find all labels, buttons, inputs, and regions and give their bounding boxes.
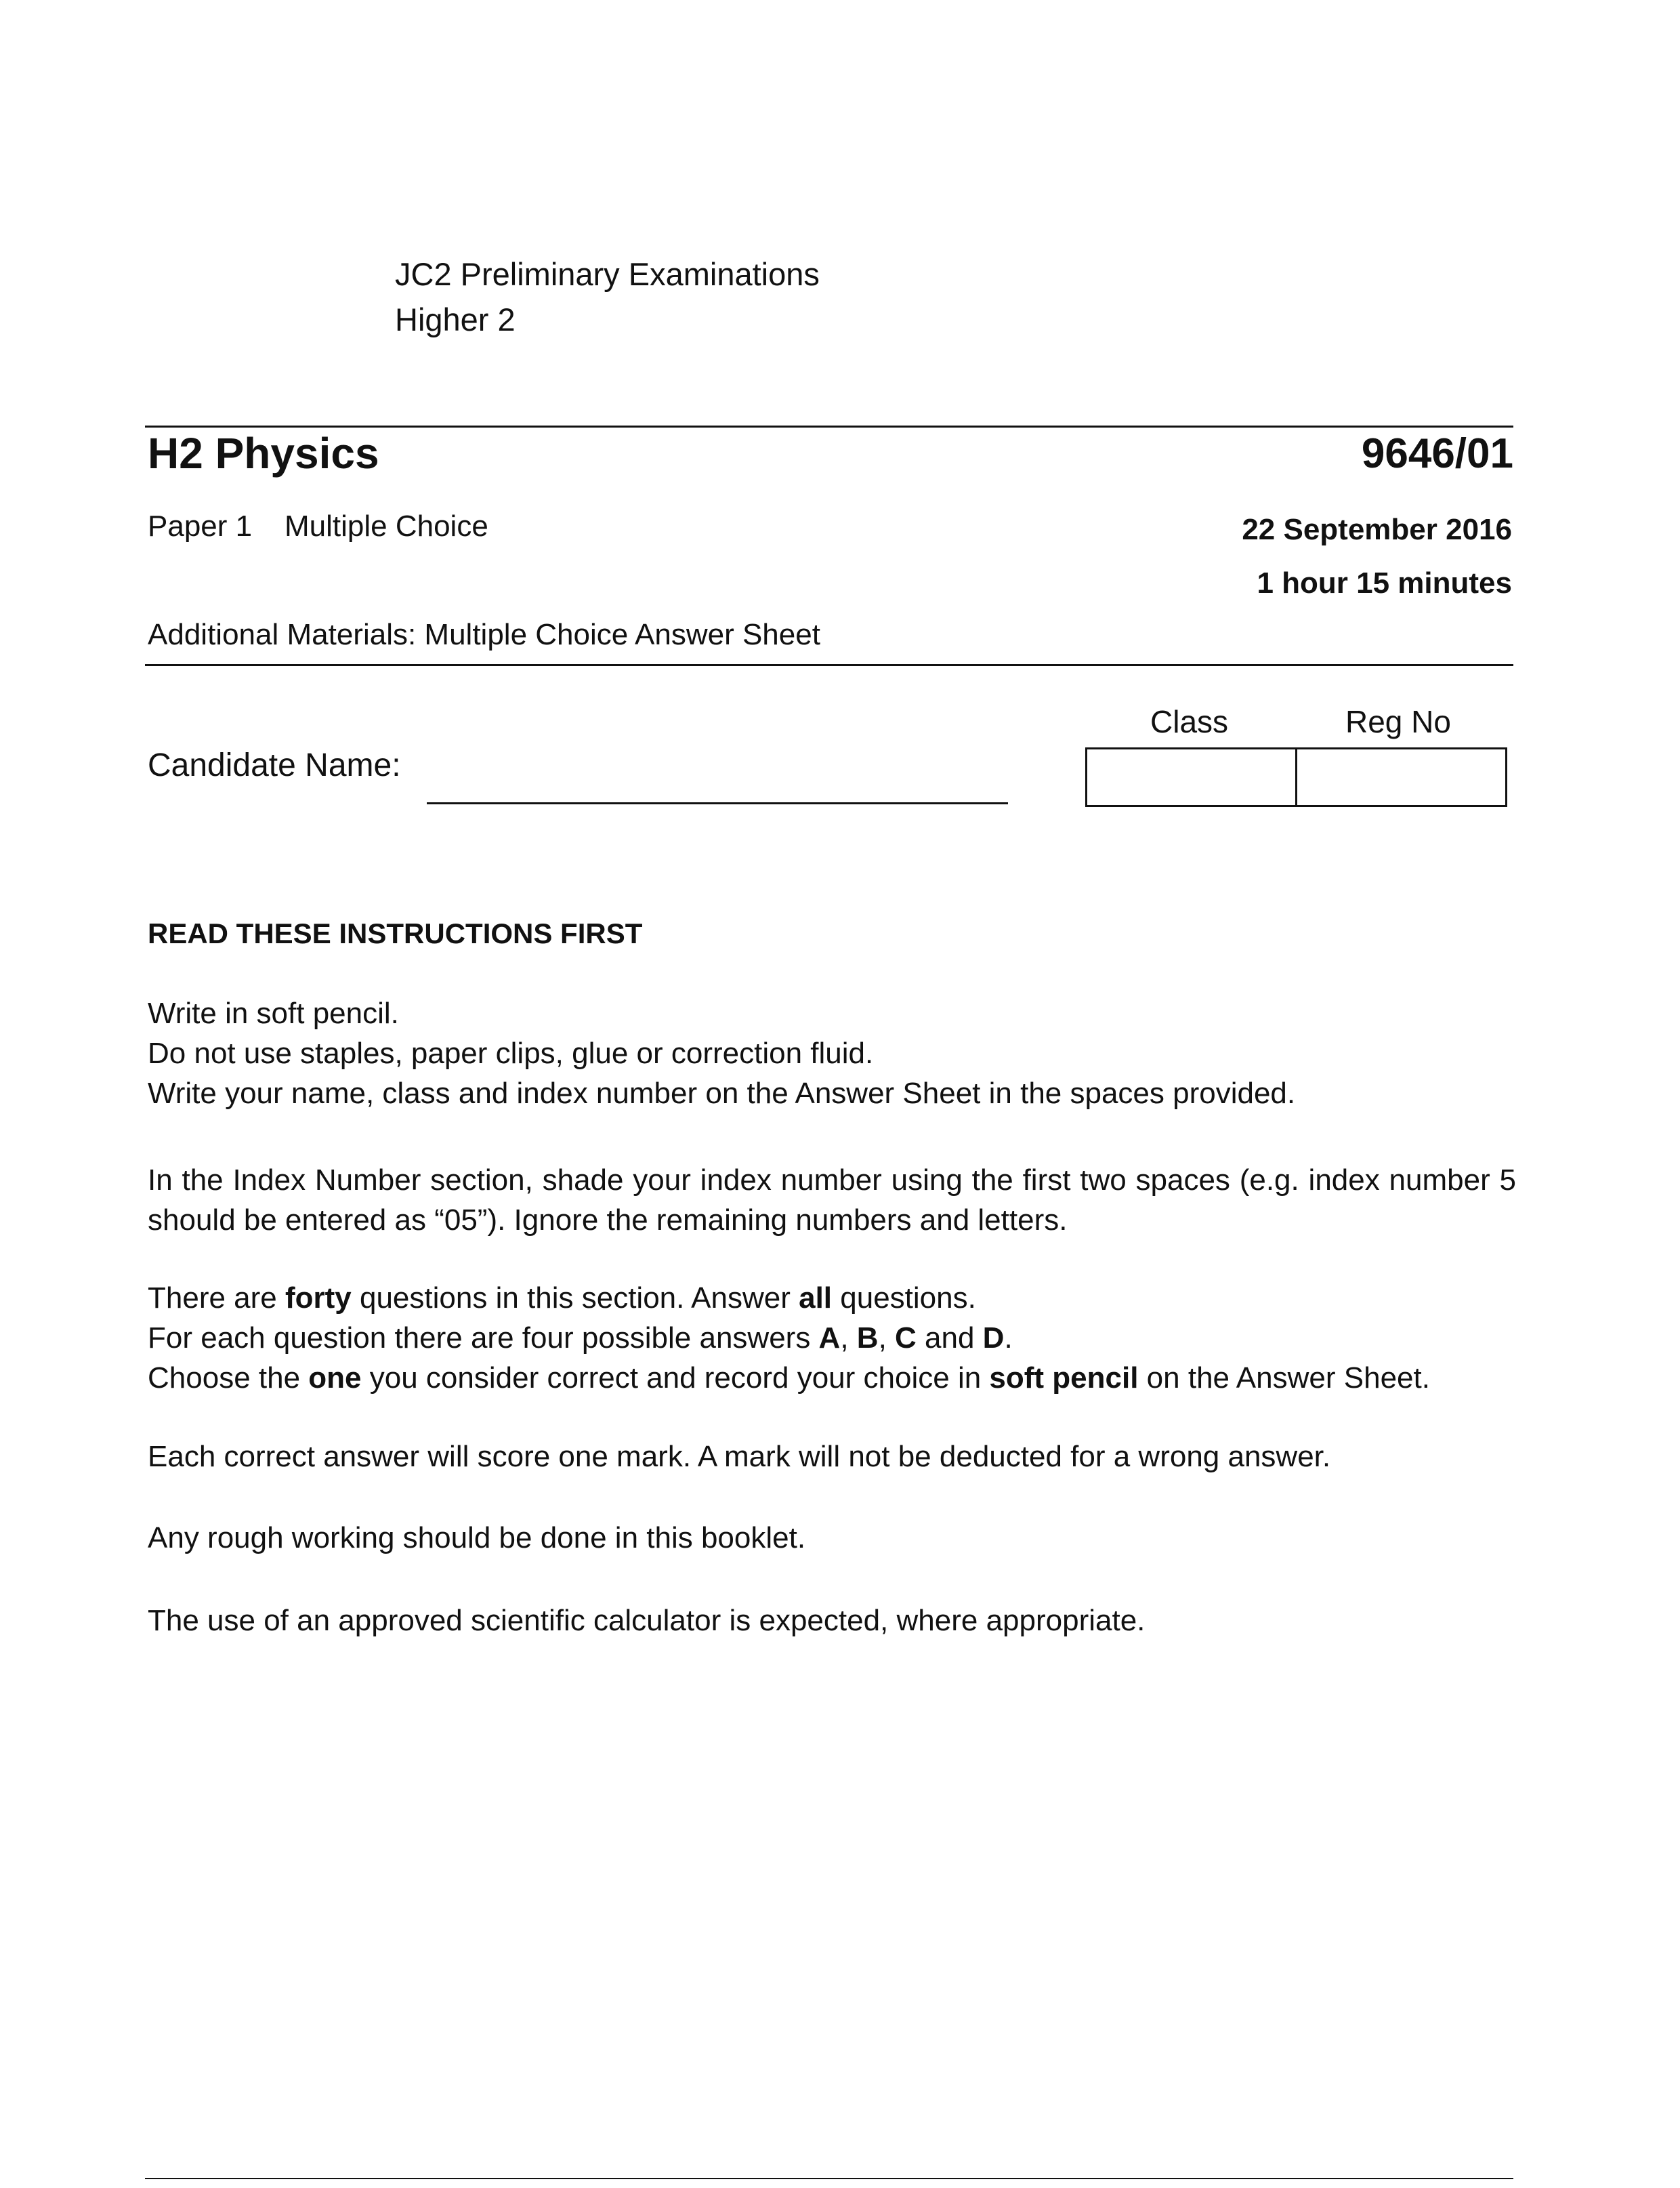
paper-code: 9646/01 bbox=[1361, 430, 1513, 477]
paper-label: Paper 1 bbox=[148, 510, 253, 543]
exam-duration: 1 hour 15 minutes bbox=[1257, 566, 1512, 600]
additional-materials: Additional Materials: Multiple Choice Answer Sheet bbox=[148, 618, 820, 651]
exam-series-title: JC2 Preliminary Examinations bbox=[395, 256, 820, 292]
class-box[interactable] bbox=[1085, 747, 1297, 807]
instruction-line: Do not use staples, paper clips, glue or correction fluid. bbox=[148, 1037, 874, 1070]
scoring-instruction: Each correct answer will score one mark. A mark will not be deducted for a wrong answer. bbox=[148, 1440, 1331, 1473]
calculator-instruction: The use of an approved scientific calculator is expected, where appropriate. bbox=[148, 1604, 1146, 1637]
instruction-line: There are forty questions in this section. Answer all questions. bbox=[148, 1281, 976, 1315]
instructions-heading: READ THESE INSTRUCTIONS FIRST bbox=[148, 917, 643, 949]
class-label: Class bbox=[1150, 704, 1229, 739]
instruction-line: Write your name, class and index number on the Answer Sheet in the spaces provided. bbox=[148, 1077, 1296, 1110]
bottom-rule bbox=[145, 664, 1513, 666]
instruction-line: Choose the one you consider correct and record your choice in soft pencil on the Answer Sheet. bbox=[148, 1361, 1430, 1395]
reg-no-label: Reg No bbox=[1345, 704, 1451, 739]
footer-rule bbox=[145, 2178, 1513, 2179]
instruction-line: For each question there are four possible answers A, B, C and D. bbox=[148, 1321, 1013, 1355]
rough-working-instruction: Any rough working should be done in this booklet. bbox=[148, 1521, 806, 1554]
instructions-block-1 bbox=[148, 993, 1516, 1113]
paper-type: Multiple Choice bbox=[285, 510, 488, 543]
instructions-block-3 bbox=[148, 1278, 1516, 1398]
top-rule bbox=[145, 426, 1513, 428]
exam-date: 22 September 2016 bbox=[1242, 513, 1512, 546]
index-number-instruction: In the Index Number section, shade your index number using the first two spaces (e.g. index number 5 should be entered as “05”). Ignore the remaining numbers and letters. bbox=[148, 1163, 1516, 1237]
instruction-line: Write in soft pencil. bbox=[148, 997, 399, 1030]
candidate-name-line[interactable] bbox=[427, 802, 1008, 804]
subject-title: H2 Physics bbox=[148, 429, 379, 478]
exam-level: Higher 2 bbox=[395, 302, 516, 337]
reg-no-box[interactable] bbox=[1295, 747, 1507, 807]
candidate-name-label: Candidate Name: bbox=[148, 747, 401, 783]
